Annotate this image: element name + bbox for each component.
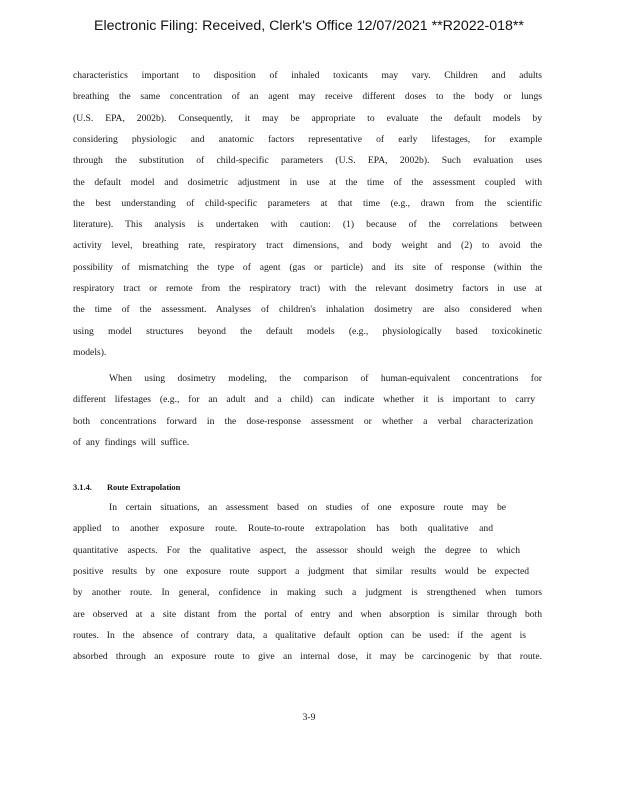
text-line: quantitative aspects. For the qualitative aspect, the assessor should weigh the degree to which — [73, 544, 520, 556]
text-line: characteristics important to disposition of inhaled toxicants may vary. Children and adults — [73, 70, 542, 81]
text-line: activity level, breathing rate, respiratory tract dimensions, and body weight and (2) to avoid the — [73, 240, 542, 252]
text-line: literature). This analysis is undertaken with caution: (1) because of the correlations between — [73, 219, 542, 231]
text-line: the time of the assessment. Analyses of children's inhalation dosimetry are also considered when — [73, 304, 542, 316]
section-number: 3.1.4. — [73, 483, 92, 492]
text-line: (U.S. EPA, 2002b). Consequently, it may be appropriate to evaluate the default models by — [73, 112, 542, 124]
text-line: positive results by one exposure route support a judgment that similar results would be expected — [73, 565, 529, 577]
text-line: In certain situations, an assessment based on studies of one exposure route may be — [109, 502, 506, 513]
text-line: When using dosimetry modeling, the comparison of human-equivalent concentrations for — [109, 373, 542, 384]
text-line: the default model and dosimetric adjustment in use at the time of the assessment coupled with — [73, 176, 542, 188]
filing-stamp-header: Electronic Filing: Received, Clerk's Office 12/07/2021 **R2022-018** — [94, 18, 524, 34]
section-title: Route Extrapolation — [107, 483, 181, 492]
text-line: models). — [73, 346, 107, 358]
page-number: 3-9 — [302, 712, 316, 723]
text-line: considering physiologic and anatomic factors representative of early lifestages, for example — [73, 133, 542, 145]
text-line: both concentrations forward in the dose-response assessment or whether a verbal characterization — [73, 415, 533, 427]
text-line: are observed at a site distant from the portal of entry and when absorption is similar through both — [73, 608, 542, 620]
text-line: by another route. In general, confidence in making such a judgment is strengthened when tumors — [73, 587, 542, 599]
text-line: absorbed through an exposure route to give an internal dose, it may be carcinogenic by that route. — [73, 651, 542, 663]
section-heading-route-extrapolation — [73, 483, 180, 492]
text-line: through the substitution of child-specific parameters (U.S. EPA, 2002b). Such evaluation uses — [73, 155, 542, 167]
text-line: respiratory tract or remote from the respiratory tract) with the relevant dosimetry factors in use at — [73, 283, 542, 294]
text-line: different lifestages (e.g., for an adult and a child) can indicate whether it is important to carry — [73, 394, 535, 406]
text-line: possibility of mismatching the type of agent (gas or particle) and its site of response (within the — [73, 261, 542, 273]
text-line: breathing the same concentration of an agent may receive different doses to the body or lungs — [73, 91, 542, 103]
text-line: the best understanding of child-specific parameters at that time (e.g., drawn from the scientific — [73, 197, 542, 209]
text-line: applied to another exposure route. Route-to-route extrapolation has both qualitative and — [73, 523, 493, 535]
text-line: using model structures beyond the default models (e.g., physiologically based toxicokinetic — [73, 325, 542, 337]
text-line: of any findings will suffice. — [73, 436, 190, 448]
text-line: routes. In the absence of contrary data, a qualitative default option can be used: if the agent is — [73, 629, 526, 641]
